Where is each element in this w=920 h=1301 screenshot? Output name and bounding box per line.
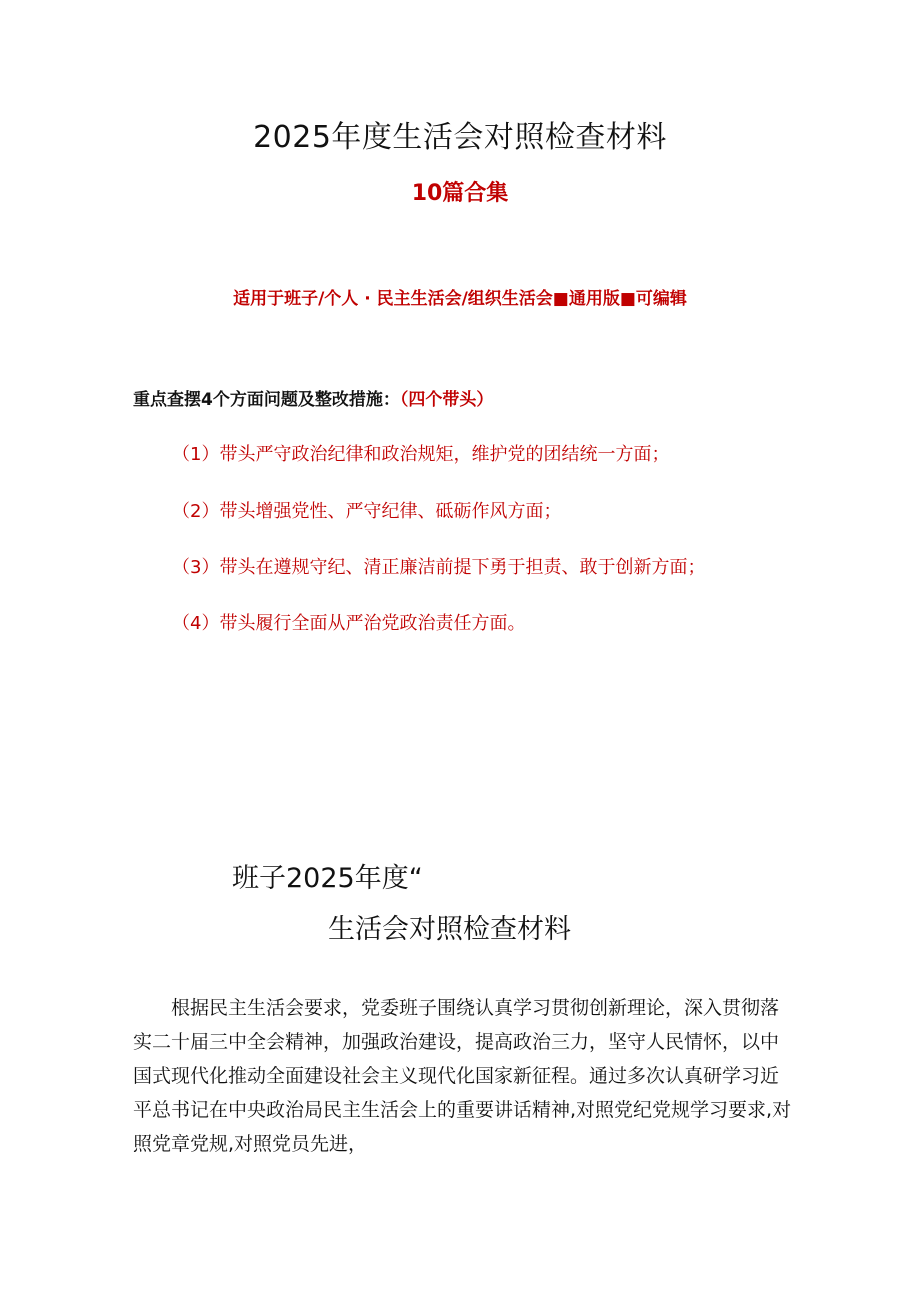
focus-label: 重点查摆4个方面问题及整改措施：	[133, 390, 400, 410]
scope-line: 适用于班子/个人 · 民主生活会/组织生活会■通用版■可编辑	[233, 289, 687, 309]
body-paragraph: 根据民主生活会要求，党委班子围绕认真学习贯彻创新理论，深入贯彻落实二十届三中全会精神，加强政治建设，提高政治三力，坚守人民情怀，以中国式现代化推动全面建设社会主义现代化国家新征程。通过多次认真研学习近平总书记在中央政治局民主生活会上的重要讲话精神,对照党纪党规学习要求,对照党章党规,对照党员先进，	[133, 997, 792, 1155]
list-item: （4）带头履行全面从严治党政治责任方面。	[172, 613, 526, 634]
section-title-line1: 班子2025年度“	[232, 863, 423, 894]
list-item: （3）带头在遵规守纪、清正廉洁前提下勇于担责、敢于创新方面；	[172, 557, 706, 578]
focus-highlight: （四个带头）	[399, 390, 494, 410]
document-title: 2025年度生活会对照检查材料	[253, 120, 667, 155]
section-title-line2: 生活会对照检查材料	[328, 914, 571, 945]
document-subtitle: 10篇合集	[411, 181, 509, 206]
list-item: （1）带头严守政治纪律和政治规矩，维护党的团结统一方面；	[172, 444, 670, 465]
list-item: （2）带头增强党性、严守纪律、砥砺作风方面；	[172, 501, 562, 522]
focus-heading	[133, 385, 493, 410]
